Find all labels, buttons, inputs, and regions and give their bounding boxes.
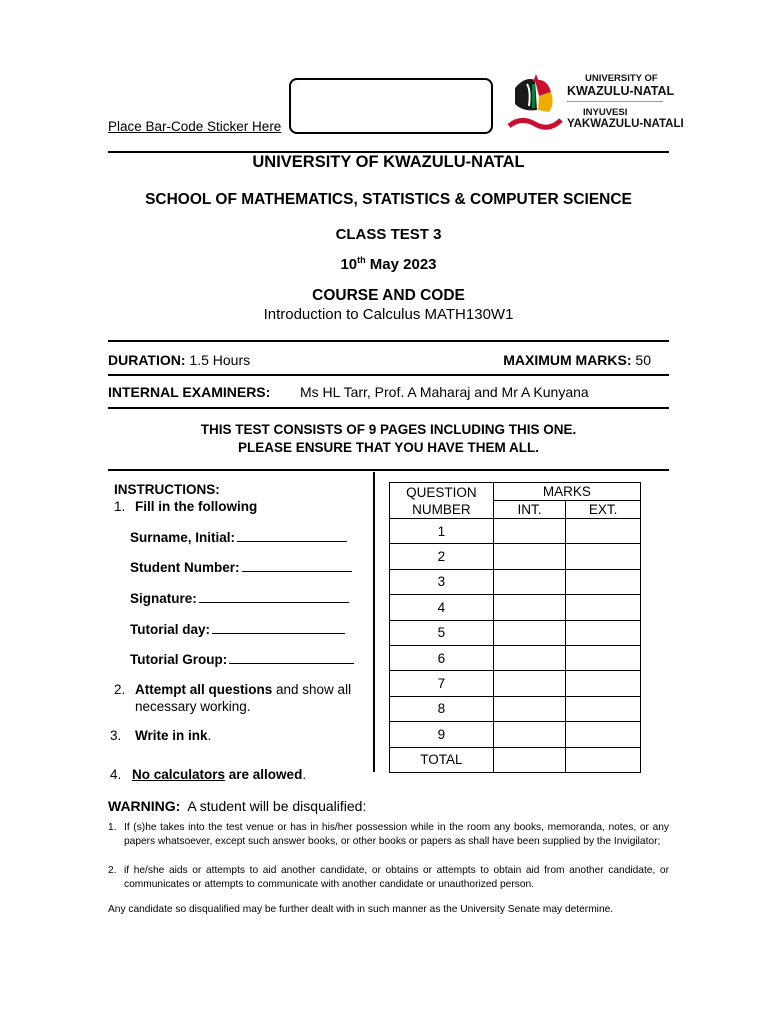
instruction-3-rest: . — [207, 728, 212, 743]
logo-divider — [567, 101, 663, 102]
university-logo — [505, 70, 684, 134]
warning-text: A student will be disqualified: — [180, 798, 367, 814]
int-mark-cell — [493, 569, 566, 594]
marks-header: MARKS — [493, 483, 640, 501]
school-title: SCHOOL OF MATHEMATICS, STATISTICS & COMPUTER SCIENCE — [145, 191, 632, 208]
duration — [108, 352, 250, 368]
rule-2-number: 2. — [108, 865, 117, 876]
question-number-cell: 3 — [390, 569, 494, 594]
meta-divider-bottom — [108, 407, 669, 409]
test-title: CLASS TEST 3 — [335, 226, 442, 243]
int-mark-cell — [493, 519, 566, 544]
ext-mark-cell — [566, 569, 641, 594]
warning — [108, 798, 366, 814]
column-divider — [373, 472, 375, 772]
maximum-marks — [503, 352, 651, 368]
question-number-header — [390, 483, 494, 519]
date-rest: May 2023 — [365, 256, 437, 273]
table-row — [390, 620, 641, 645]
duration-value: 1.5 Hours — [185, 352, 251, 368]
instruction-4-rest: . — [302, 767, 307, 782]
question-number-cell: 1 — [390, 519, 494, 544]
marks-table — [389, 482, 641, 773]
int-mark-cell — [493, 671, 566, 696]
question-number-cell: 5 — [390, 620, 494, 645]
examiners-value: Ms HL Tarr, Prof. A Maharaj and Mr A Kunyana — [300, 384, 589, 400]
int-mark-cell — [493, 544, 566, 569]
instruction-3 — [110, 728, 211, 743]
int-mark-cell — [493, 595, 566, 620]
question-number-cell: 8 — [390, 696, 494, 721]
meta-divider-middle — [108, 374, 669, 376]
instruction-2-number: 2. — [114, 682, 126, 697]
signature-blank[interactable] — [199, 590, 349, 603]
logo-line-3: INYUVESI — [583, 107, 628, 118]
test-date — [108, 255, 669, 273]
university-title: UNIVERSITY OF KWAZULU-NATAL — [252, 153, 525, 171]
signature-field[interactable] — [130, 590, 349, 606]
ext-mark-cell — [566, 620, 641, 645]
disqualification-rule-1 — [108, 821, 669, 849]
surname-label: Surname, Initial: — [130, 530, 236, 545]
signature-label: Signature: — [130, 591, 197, 606]
student-number-label: Student Number: — [130, 560, 240, 575]
int-mark-cell — [493, 620, 566, 645]
question-number-cell: 4 — [390, 595, 494, 620]
rule-2-text: if he/she aids or attempts to aid another candidate, or obtains or attempts to obtain aid from another candidate, or communicates or attempts to communicate with another candidate or unauthorized person. — [124, 865, 669, 890]
student-number-blank[interactable] — [242, 559, 352, 572]
logo-line-4: YAKWAZULU-NATALI — [567, 118, 684, 130]
question-number-cell: 6 — [390, 645, 494, 670]
logo-line-1: UNIVERSITY OF — [585, 73, 658, 84]
tutorial-group-field[interactable] — [130, 651, 354, 667]
date-day: 10 — [340, 256, 358, 273]
instruction-2 — [114, 681, 351, 715]
logo-line-2: KWAZULU-NATAL — [567, 84, 675, 98]
question-number-cell: 2 — [390, 544, 494, 569]
notice-line-1: THIS TEST CONSISTS OF 9 PAGES INCLUDING THIS ONE. — [200, 422, 577, 437]
table-row — [390, 544, 641, 569]
table-row — [390, 569, 641, 594]
total-row — [390, 747, 641, 772]
total-label: TOTAL — [390, 747, 494, 772]
int-mark-cell — [493, 645, 566, 670]
table-row — [390, 645, 641, 670]
instructions-divider — [108, 469, 669, 471]
question-header-line-1: QUESTION — [406, 484, 477, 500]
meta-divider-top — [108, 340, 669, 342]
table-row — [390, 595, 641, 620]
int-mark-cell — [493, 722, 566, 747]
int-total-cell — [493, 747, 566, 772]
question-number-cell: 7 — [390, 671, 494, 696]
ext-header: EXT. — [566, 501, 641, 519]
table-row — [390, 722, 641, 747]
page-count-notice — [108, 421, 669, 457]
tutorial-day-label: Tutorial day: — [130, 622, 211, 637]
ext-mark-cell — [566, 544, 641, 569]
instruction-2-line-2: necessary working. — [135, 699, 251, 714]
tutorial-group-label: Tutorial Group: — [130, 652, 228, 667]
closing-statement: Any candidate so disqualified may be further dealt with in such manner as the University Senate may determine. — [108, 904, 614, 915]
table-row — [390, 519, 641, 544]
duration-label: DURATION: — [108, 352, 186, 368]
instructions-heading: INSTRUCTIONS: — [114, 482, 220, 497]
table-row — [390, 696, 641, 721]
int-header: INT. — [493, 501, 566, 519]
ext-mark-cell — [566, 595, 641, 620]
notice-line-2: PLEASE ENSURE THAT YOU HAVE THEM ALL. — [237, 440, 540, 455]
int-mark-cell — [493, 696, 566, 721]
marks-table-header-row-1 — [390, 483, 641, 501]
tutorial-day-blank[interactable] — [212, 621, 345, 634]
date-suffix: th — [357, 255, 366, 265]
instruction-3-bold: Write in ink — [135, 728, 208, 743]
surname-field[interactable] — [130, 529, 347, 545]
instruction-4-number: 4. — [110, 767, 122, 782]
student-number-field[interactable] — [130, 559, 352, 575]
instruction-1 — [114, 499, 257, 514]
instruction-4-bold: are allowed — [225, 767, 303, 782]
ext-mark-cell — [566, 645, 641, 670]
tutorial-day-field[interactable] — [130, 621, 345, 637]
course-name: Introduction to Calculus MATH130W1 — [263, 306, 514, 323]
disqualification-rule-2 — [108, 864, 669, 892]
surname-blank[interactable] — [237, 529, 347, 542]
instruction-2-rest: and show all — [272, 682, 352, 697]
course-heading: COURSE AND CODE — [312, 287, 465, 304]
ext-mark-cell — [566, 519, 641, 544]
ext-total-cell — [566, 747, 641, 772]
barcode-sticker-box — [289, 78, 493, 134]
rule-1-text: If (s)he takes into the test venue or has in his/her possession while in the room any books, memoranda, notes, or any papers whatsoever, except such answer books, or other books or papers as shall have been supplied by the Invigilator; — [124, 822, 669, 847]
warning-label: WARNING: — [108, 798, 181, 814]
instruction-1-text: Fill in the following — [135, 499, 258, 514]
university-crest-icon — [505, 70, 567, 134]
barcode-sticker-label: Place Bar-Code Sticker Here — [108, 119, 282, 134]
rule-1-number: 1. — [108, 822, 117, 833]
max-marks-label: MAXIMUM MARKS: — [503, 352, 632, 368]
instruction-4-underlined: No calculators — [132, 767, 226, 782]
table-row — [390, 671, 641, 696]
ext-mark-cell — [566, 696, 641, 721]
ext-mark-cell — [566, 671, 641, 696]
question-number-cell: 9 — [390, 722, 494, 747]
max-marks-value: 50 — [631, 352, 651, 368]
instruction-2-bold: Attempt all questions — [135, 682, 273, 697]
tutorial-group-blank[interactable] — [229, 651, 354, 664]
instruction-4 — [110, 767, 306, 782]
question-header-line-2: NUMBER — [412, 501, 471, 517]
examiners-label: INTERNAL EXAMINERS: — [108, 384, 271, 400]
ext-mark-cell — [566, 722, 641, 747]
instruction-3-number: 3. — [110, 728, 122, 743]
instruction-1-number: 1. — [114, 499, 126, 514]
